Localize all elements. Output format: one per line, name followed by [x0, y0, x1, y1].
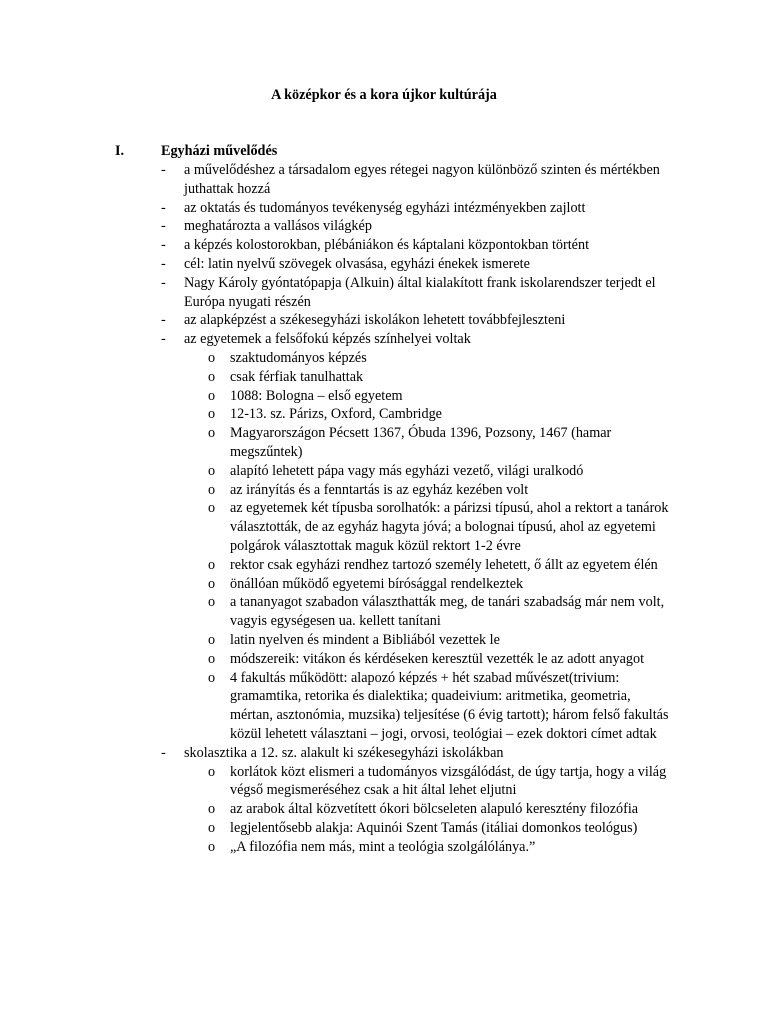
circle-bullet-marker: o: [208, 819, 216, 836]
page-title: A középkor és a kora újkor kultúrája: [271, 87, 497, 103]
section-number: I.: [115, 143, 125, 159]
dash-marker: -: [161, 218, 166, 235]
sub-list-item: [184, 819, 675, 838]
sub-list: [184, 349, 675, 744]
sub-list-item-text: rektor csak egyházi rendhez tartozó személy lehetett, ő állt az egyetem élén: [230, 556, 658, 573]
circle-bullet-marker: o: [208, 500, 216, 517]
sub-list-item: [184, 387, 675, 406]
sub-list-item-text: önállóan működő egyetemi bírósággal rendelkeztek: [230, 575, 524, 592]
sub-list-item: [184, 481, 675, 500]
sub-list-item-text: az egyetemek két típusba sorolhatók: a párizsi típusú, ahol a rektort a tanárok választották, de az egyház hagyta jóvá; a bolognai típusú, ahol az egyetemi polgárok választottak maguk közül rektort 1-2 évre: [230, 500, 669, 554]
circle-bullet-marker: o: [208, 556, 216, 573]
section-title: Egyházi művelődés: [161, 143, 278, 159]
circle-bullet-marker: o: [208, 838, 216, 855]
sub-list-item-text: 1088: Bologna – első egyetem: [230, 387, 403, 404]
list-item: [115, 744, 675, 857]
sub-list-item: [184, 631, 675, 650]
circle-bullet-marker: o: [208, 650, 216, 667]
sub-list-item-text: a tananyagot szabadon választhatták meg, de tanári szabadság már nem volt, vagyis egységesen ua. kellett tanítani: [230, 594, 665, 630]
sub-list-item-text: csak férfiak tanulhattak: [230, 368, 364, 385]
list-item: [115, 217, 675, 236]
sub-list-item: [184, 462, 675, 481]
circle-bullet-marker: o: [208, 481, 216, 498]
list-item-text: az egyetemek a felsőfokú képzés színhelyei voltak: [184, 331, 471, 348]
sub-list-item: [184, 368, 675, 387]
list-item-text: skolasztika a 12. sz. alakult ki székesegyházi iskolákban: [184, 744, 504, 761]
list-item: [115, 311, 675, 330]
list-item: [115, 255, 675, 274]
dash-marker: -: [161, 744, 166, 761]
circle-bullet-marker: o: [208, 669, 216, 686]
sub-list-item-text: 12-13. sz. Párizs, Oxford, Cambridge: [230, 406, 442, 423]
sub-list-item: [184, 556, 675, 575]
sub-list-item-text: alapító lehetett pápa vagy más egyházi vezető, világi uralkodó: [230, 462, 584, 479]
section-egyhazi-muvelodes: [115, 142, 675, 856]
sub-list-item-text: latin nyelven és mindent a Bibliából vezettek le: [230, 631, 500, 648]
circle-bullet-marker: o: [208, 801, 216, 818]
sub-list-item-text: 4 fakultás működött: alapozó képzés + hét szabad művészet(trivium: gramamtika, retorika és dialektika; quadeivium: aritmetika, geometria, mértan, asztonómia, muzsika) teljesítése (6 évig tartott); három felső fakultás közül lehetett választani – jogi, orvosi, teológiai – ezek doktori címet adtak: [230, 669, 669, 742]
sub-list-item: [184, 838, 675, 857]
list-item-text: a művelődéshez a társadalom egyes rétegei nagyon különböző szinten és mértékben juthattak hozzá: [184, 162, 660, 197]
circle-bullet-marker: o: [208, 368, 216, 385]
list-item-text: az alapképzést a székesegyházi iskolákon lehetett továbbfejleszteni: [184, 312, 566, 329]
list-item-text: meghatározta a vallásos világkép: [184, 218, 372, 235]
circle-bullet-marker: o: [208, 594, 216, 611]
section-heading: [115, 142, 675, 161]
circle-bullet-marker: o: [208, 406, 216, 423]
sub-list-item: [184, 499, 675, 555]
dash-marker: -: [161, 199, 166, 216]
list-item-text: Nagy Károly gyóntatópapja (Alkuin) által kialakított frank iskolarendszer terjedt el Európa nyugati részén: [184, 274, 656, 310]
circle-bullet-marker: o: [208, 631, 216, 648]
dash-marker: -: [161, 162, 166, 178]
sub-list-item: [184, 593, 675, 631]
list-item-text: az oktatás és tudományos tevékenység egyházi intézményekben zajlott: [184, 199, 586, 216]
sub-list-item: [184, 349, 675, 368]
dash-marker: -: [161, 312, 166, 329]
sub-list-item-text: az arabok által közvetített ókori bölcseleten alapuló keresztény filozófia: [230, 801, 639, 818]
sub-list-item: [184, 763, 675, 801]
sub-list-item-text: Magyarországon Pécsett 1367, Óbuda 1396, Pozsony, 1467 (hamar megszűntek): [230, 425, 612, 460]
sub-list-item: [184, 424, 675, 462]
list-item-text: a képzés kolostorokban, plébániákon és káptalani központokban történt: [184, 237, 590, 254]
dash-marker: -: [161, 274, 166, 291]
dash-marker: -: [161, 237, 166, 254]
sub-list-item-text: az irányítás és a fenntartás is az egyház kezében volt: [230, 481, 529, 498]
sub-list-item: [184, 650, 675, 669]
sub-list-item: [184, 800, 675, 819]
list-item: [115, 161, 675, 199]
list-item: [115, 199, 675, 218]
sub-list-item-text: szaktudományos képzés: [230, 349, 367, 366]
sub-list-item: [184, 405, 675, 424]
list-item: [115, 330, 675, 744]
bullet-list: [115, 161, 675, 856]
sub-list-item-text: „A filozófia nem más, mint a teológia szolgálólánya.”: [230, 838, 536, 855]
circle-bullet-marker: o: [208, 349, 216, 366]
list-item: [115, 236, 675, 255]
circle-bullet-marker: o: [208, 387, 216, 404]
sub-list: [184, 763, 675, 857]
sub-list-item-text: legjelentősebb alakja: Aquinói Szent Tamás (itáliai domonkos teológus): [230, 819, 638, 836]
sub-list-item-text: módszereik: vitákon és kérdéseken keresztül vezették le az adott anyagot: [230, 650, 645, 667]
circle-bullet-marker: o: [208, 763, 216, 780]
sub-list-item: [184, 575, 675, 594]
sub-list-item: [184, 669, 675, 744]
list-item-text: cél: latin nyelvű szövegek olvasása, egyházi énekek ismerete: [184, 255, 530, 272]
circle-bullet-marker: o: [208, 425, 216, 442]
list-item: [115, 274, 675, 312]
dash-marker: -: [161, 331, 166, 348]
circle-bullet-marker: o: [208, 462, 216, 479]
sub-list-item-text: korlátok közt elismeri a tudományos vizsgálódást, de úgy tartja, hogy a világ végső megismeréséhez csak a hit által lehet eljutni: [230, 763, 667, 799]
dash-marker: -: [161, 255, 166, 272]
circle-bullet-marker: o: [208, 575, 216, 592]
